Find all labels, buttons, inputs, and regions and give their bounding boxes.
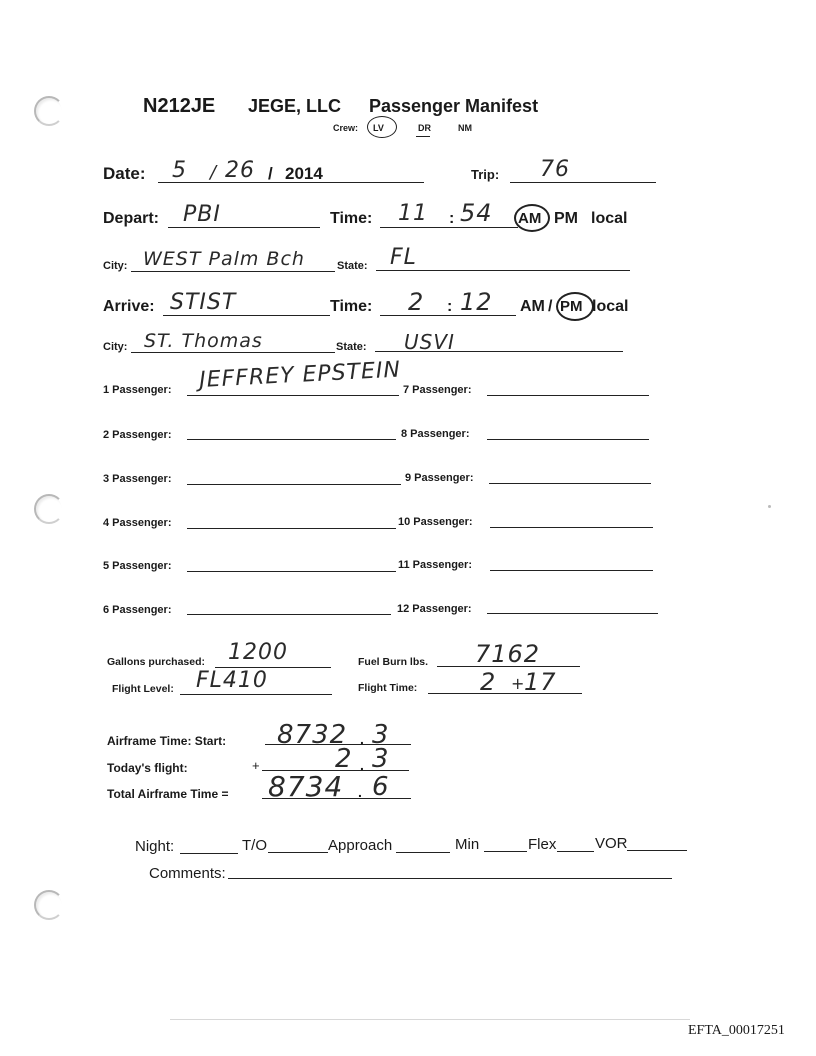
depart-state-label: State:	[337, 260, 368, 272]
passenger-8-label: 8 Passenger:	[401, 428, 470, 440]
total-airframe-dot: .	[358, 784, 362, 800]
date-sep-1: /	[210, 162, 218, 183]
flight-level-value[interactable]: FL410	[196, 668, 268, 693]
arrive-state[interactable]: USVI	[404, 330, 455, 354]
depart-state[interactable]: FL	[390, 245, 417, 270]
trip-label: Trip:	[471, 167, 500, 182]
crew-nm: NM	[458, 123, 472, 133]
passenger-11-label: 11 Passenger:	[398, 559, 472, 571]
arrive-minute[interactable]: 12	[460, 288, 493, 316]
depart-hour[interactable]: 11	[398, 201, 428, 226]
depart-city[interactable]: WEST Palm Bch	[143, 248, 305, 270]
scan-edge-line	[170, 1019, 690, 1020]
gallons-label: Gallons purchased:	[107, 656, 206, 668]
form-title: Passenger Manifest	[369, 96, 539, 116]
airframe-start-label: Airframe Time: Start:	[107, 734, 227, 748]
arrive-city[interactable]: ST. Thomas	[144, 330, 263, 352]
passenger-10-label: 10 Passenger:	[398, 516, 473, 528]
binder-hole-middle	[34, 494, 64, 524]
arrive-am: AM	[520, 298, 545, 315]
binder-hole-bottom	[34, 890, 64, 920]
arrive-state-label: State:	[336, 341, 367, 353]
total-airframe[interactable]: 8734	[268, 770, 344, 803]
depart-label: Depart:	[103, 210, 160, 227]
arrive-city-label: City:	[103, 341, 128, 353]
total-airframe-label: Total Airframe Time =	[107, 787, 229, 801]
passenger-9-label: 9 Passenger:	[405, 472, 474, 484]
passenger-7-label: 7 Passenger:	[403, 384, 472, 396]
depart-minute[interactable]: 54	[460, 199, 493, 227]
arrive-time-colon: :	[447, 298, 453, 315]
arrive-label: Arrive:	[103, 298, 155, 315]
trip-value[interactable]: 76	[540, 157, 570, 182]
fuel-burn-label: Fuel Burn lbs.	[358, 656, 429, 668]
approach-label: Approach	[328, 837, 393, 854]
flight-time-minutes[interactable]: 17	[524, 668, 557, 696]
company-name: JEGE, LLC	[248, 96, 342, 116]
passenger-1-name[interactable]: JEFFREY EPSTEIN	[198, 357, 402, 393]
depart-time-label: Time:	[330, 210, 373, 227]
crew-label: Crew:	[333, 123, 359, 133]
binder-hole-top	[34, 96, 64, 126]
todays-flight[interactable]: 2	[335, 744, 353, 774]
depart-local: local	[591, 210, 628, 227]
to-label: T/O	[242, 837, 267, 854]
depart-city-label: City:	[103, 260, 128, 272]
date-year: 2014	[285, 164, 323, 183]
comments-label: Comments:	[149, 865, 226, 882]
passenger-12-label: 12 Passenger:	[397, 603, 472, 615]
tail-number: N212JE	[143, 95, 216, 117]
todays-flight-label: Today's flight:	[107, 761, 188, 775]
arrive-time-label: Time:	[330, 298, 373, 315]
passenger-2-label: 2 Passenger:	[103, 429, 172, 441]
airframe-start[interactable]: 8732	[277, 720, 348, 750]
depart-am: AM	[518, 210, 542, 227]
flex-label: Flex	[528, 836, 557, 853]
arrive-slash: /	[548, 298, 553, 315]
passenger-6-label: 6 Passenger:	[103, 604, 172, 616]
passenger-4-label: 4 Passenger:	[103, 517, 172, 529]
flight-level-label: Flight Level:	[112, 683, 174, 695]
min-label: Min	[455, 836, 480, 853]
fuel-burn-value[interactable]: 7162	[475, 640, 541, 668]
total-airframe-decimal[interactable]: 6	[372, 772, 390, 802]
vor-label: VOR	[595, 835, 628, 852]
gallons-value[interactable]: 1200	[228, 640, 288, 665]
date-sep-2: /	[268, 164, 273, 183]
date-month[interactable]: 5	[172, 158, 187, 183]
crew-check-mark	[367, 116, 397, 138]
flight-time-plus: +	[511, 674, 526, 693]
arrive-local: local	[592, 298, 629, 315]
arrive-hour[interactable]: 2	[408, 288, 425, 316]
flight-time-hours[interactable]: 2	[480, 668, 497, 696]
crew-lv: LV	[373, 123, 384, 133]
passenger-1-label: 1 Passenger:	[103, 384, 172, 396]
arrive-airport[interactable]: STIST	[170, 290, 237, 315]
bates-number: EFTA_00017251	[688, 1023, 785, 1038]
night-label: Night:	[135, 838, 175, 855]
passenger-3-label: 3 Passenger:	[103, 473, 172, 485]
depart-pm: PM	[554, 210, 578, 227]
crew-dr: DR	[418, 123, 431, 133]
depart-time-colon: :	[449, 210, 455, 227]
depart-airport[interactable]: PBI	[183, 202, 221, 227]
airframe-start-decimal[interactable]: 3	[372, 720, 390, 750]
passenger-5-label: 5 Passenger:	[103, 560, 172, 572]
date-label: Date:	[103, 164, 146, 183]
todays-flight-dot: .	[360, 757, 364, 773]
scan-speck	[768, 505, 771, 508]
arrive-pm: PM	[560, 298, 583, 315]
airframe-start-dot: .	[360, 731, 364, 747]
flight-time-label: Flight Time:	[358, 682, 418, 694]
date-day[interactable]: 26	[225, 158, 255, 183]
todays-flight-plus: +	[252, 758, 260, 773]
todays-flight-decimal[interactable]: 3	[372, 744, 390, 774]
